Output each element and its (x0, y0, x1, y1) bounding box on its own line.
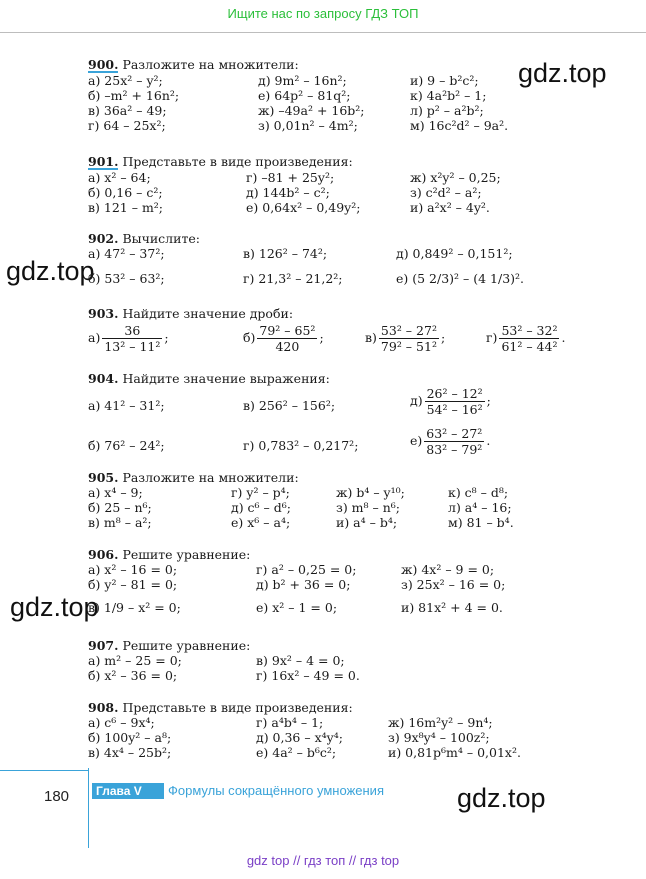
expr: б) 25 – n⁶; (88, 500, 152, 515)
expr: д) b² + 36 = 0; (256, 577, 351, 592)
expr: к) 4a²b² – 1; (410, 88, 487, 103)
item-letter: д) (410, 393, 423, 408)
punct: ; (319, 330, 324, 345)
punct: ; (440, 330, 446, 345)
watermark: gdz.top (10, 592, 99, 622)
numerator: 53² – 32² (501, 323, 558, 338)
expr: з) m⁸ – n⁶; (336, 500, 401, 515)
expr: м) 16c²d² – 9a². (410, 118, 509, 133)
problem-number: 903. (88, 306, 119, 321)
header-divider (0, 32, 646, 33)
expr: ж) 16m²y² – 9n⁴; (388, 715, 493, 730)
expr: а) 47² – 37²; (88, 246, 165, 261)
expr: б) y² – 81 = 0; (88, 577, 178, 592)
top-banner[interactable]: Ищите нас по запросу ГДЗ ТОП (227, 6, 419, 21)
expr: и) 81x² + 4 = 0. (401, 600, 503, 615)
problem-number: 900. (88, 57, 119, 72)
punct: . (486, 433, 491, 448)
expr: ж) 4x² – 9 = 0; (401, 562, 495, 577)
problem-title: Решите уравнение: (122, 547, 251, 562)
expr: з) 25x² – 16 = 0; (401, 577, 506, 592)
problem-907 (88, 638, 628, 683)
problem-902 (88, 231, 628, 286)
punct: ; (486, 393, 491, 408)
expr: а) m² – 25 = 0; (88, 653, 182, 668)
problem-number: 906. (88, 547, 119, 562)
problem-title: Найдите значение выражения: (122, 371, 330, 386)
denominator: 13² – 11² (104, 339, 161, 354)
item-letter: е) (410, 433, 423, 448)
numerator: 63² – 27² (426, 426, 483, 441)
problem-number: 902. (88, 231, 119, 246)
expr: г) 0,783² – 0,217²; (243, 438, 359, 453)
item-letter: а) (88, 330, 101, 345)
expr: и) a²x² – 4y². (410, 200, 490, 215)
problem-title: Вычислите: (122, 231, 200, 246)
item-letter: в) (365, 330, 377, 345)
expr: е) 4a² – b⁶c²; (256, 745, 337, 760)
expr: и) 9 – b²c²; (410, 73, 479, 88)
expr: а) x² – 16 = 0; (88, 562, 178, 577)
denominator: 54² – 16² (426, 402, 483, 417)
expr: е) 64p² – 81q²; (258, 88, 351, 103)
denominator: 83² – 79² (426, 442, 483, 457)
problem-title: Найдите значение дроби: (122, 306, 294, 321)
problem-title: Разложите на множители: (122, 57, 299, 72)
problem-903 (88, 306, 628, 357)
problem-904 (88, 371, 628, 462)
expr: з) c²d² – a²; (410, 185, 482, 200)
expr: в) 1/9 – x² = 0; (88, 600, 181, 615)
expr: в) 126² – 74²; (243, 246, 328, 261)
denominator: 79² – 51² (380, 339, 437, 354)
problem-number: 905. (88, 470, 119, 485)
expr: в) 121 – m²; (88, 200, 164, 215)
expr: в) 256² – 156²; (243, 398, 336, 413)
expr: ж) x²y² – 0,25; (410, 170, 501, 185)
numerator: 53² – 27² (380, 323, 437, 338)
problem-906 (88, 547, 628, 615)
problem-900 (88, 57, 628, 133)
expr: л) p² – a²b²; (410, 103, 484, 118)
problem-number: 904. (88, 371, 119, 386)
punct: . (561, 330, 566, 345)
expr: ж) –49a² + 16b²; (258, 103, 365, 118)
expr: з) 9x⁸y⁴ – 100z²; (388, 730, 490, 745)
expr: д) 9m² – 16n²; (258, 73, 347, 88)
expr: в) 36a² – 49; (88, 103, 167, 118)
expr: е) x² – 1 = 0; (256, 600, 338, 615)
expr: а) c⁶ – 9x⁴; (88, 715, 155, 730)
expr: е) (5 2/3)² – (4 1/3)². (396, 271, 525, 286)
expr: е) x⁶ – a⁴; (231, 515, 291, 530)
expr: б) 100y² – a⁸; (88, 730, 172, 745)
expr: б) –m² + 16n²; (88, 88, 180, 103)
item-letter: г) (486, 330, 498, 345)
numerator: 36 (102, 323, 162, 339)
problem-title: Представьте в виде произведения: (122, 700, 353, 715)
expr: д) 0,36 – x⁴y⁴; (256, 730, 343, 745)
expr: д) c⁶ – d⁶; (231, 500, 291, 515)
expr: з) 0,01n² – 4m²; (258, 118, 358, 133)
expr: б) 0,16 – c²; (88, 185, 163, 200)
numerator: 26² – 12² (426, 386, 483, 401)
problem-number: 907. (88, 638, 119, 653)
watermark: gdz.top (6, 256, 95, 286)
expr: б) 53² – 63²; (88, 271, 165, 286)
expr: г) y² – p⁴; (231, 485, 290, 500)
expr: в) m⁸ – a²; (88, 515, 152, 530)
footer-divider (88, 768, 89, 848)
problem-901 (88, 154, 628, 215)
expr: г) a² – 0,25 = 0; (256, 562, 357, 577)
problem-905 (88, 470, 628, 530)
watermark: gdz.top (518, 58, 607, 88)
expr: г) 21,3² – 21,2²; (243, 271, 343, 286)
expr: а) 25x² – y²; (88, 73, 163, 88)
expr: а) x² – 64; (88, 170, 151, 185)
numerator: 79² – 65² (259, 323, 316, 338)
expr: а) 41² – 31²; (88, 398, 165, 413)
chapter-label: Глава V (92, 783, 164, 799)
expr: д) 0,849² – 0,151²; (396, 246, 513, 261)
problem-number: 901. (88, 154, 119, 169)
expr: и) 0,81p⁶m⁴ – 0,01x². (388, 745, 521, 760)
expr: а) x⁴ – 9; (88, 485, 143, 500)
expr: в) 4x⁴ – 25b²; (88, 745, 172, 760)
expr: и) a⁴ – b⁴; (336, 515, 398, 530)
expr: к) c⁸ – d⁸; (448, 485, 509, 500)
problem-number: 908. (88, 700, 119, 715)
expr: ж) b⁴ – y¹⁰; (336, 485, 405, 500)
expr: г) 64 – 25x²; (88, 118, 166, 133)
expr: е) 0,64x² – 0,49y²; (246, 200, 361, 215)
expr: г) –81 + 25y²; (246, 170, 335, 185)
denominator: 61² – 44² (501, 339, 558, 354)
chapter-title: Формулы сокращённого умножения (168, 783, 384, 798)
expr: г) 16x² – 49 = 0. (256, 668, 360, 683)
problem-908 (88, 700, 628, 760)
expr: г) a⁴b⁴ – 1; (256, 715, 324, 730)
expr: д) 144b² – c²; (246, 185, 330, 200)
expr: м) 81 – b⁴. (448, 515, 514, 530)
expr: б) 76² – 24²; (88, 438, 165, 453)
item-letter: б) (243, 330, 256, 345)
page-number: 180 (44, 788, 70, 805)
watermark: gdz.top (457, 783, 546, 813)
expr: л) a⁴ – 16; (448, 500, 512, 515)
expr: б) x² – 36 = 0; (88, 668, 178, 683)
problem-title: Представьте в виде произведения: (122, 154, 353, 169)
footer-divider (0, 770, 88, 771)
denominator: 420 (275, 339, 300, 354)
problem-title: Разложите на множители: (122, 470, 299, 485)
punct: ; (164, 330, 169, 345)
bottom-banner[interactable]: gdz top // гдз топ // гдз top (246, 853, 400, 868)
problem-title: Решите уравнение: (122, 638, 251, 653)
expr: в) 9x² – 4 = 0; (256, 653, 345, 668)
